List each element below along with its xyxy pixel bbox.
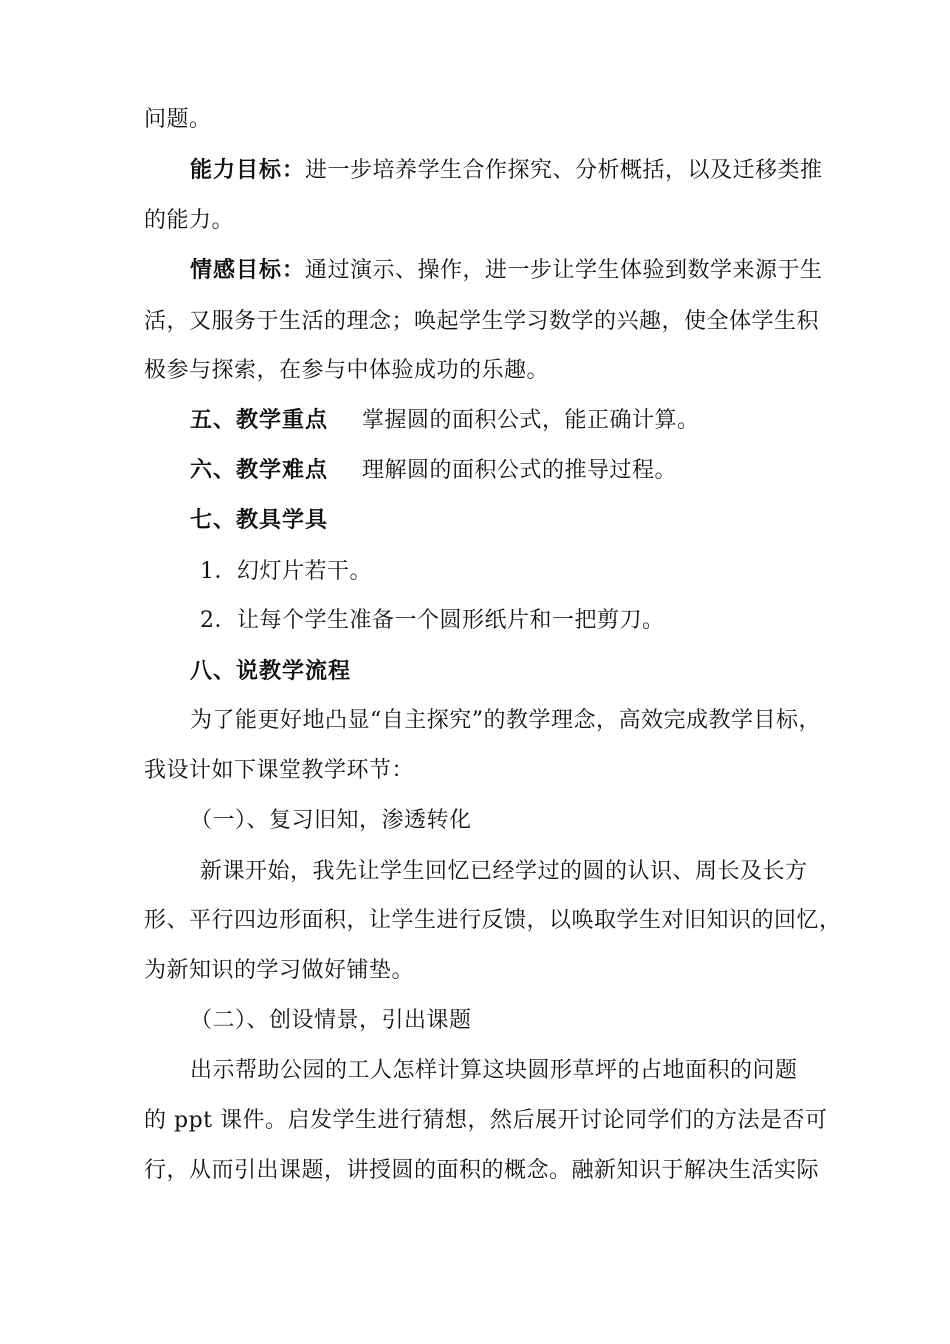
- paragraph-line: 极参与探索，在参与中体验成功的乐趣。: [144, 358, 550, 383]
- list-item: 2．让每个学生准备一个圆形纸片和一把剪刀。: [200, 608, 665, 633]
- section-heading: （一）、复习旧知，渗透转化: [190, 808, 472, 833]
- teaching-tools-heading: 七、教具学具: [190, 508, 329, 533]
- paragraph-line: 新课开始，我先让学生回忆已经学过的圆的认识、周长及长方: [200, 859, 808, 884]
- paragraph-line: 活，又服务于生活的理念；唤起学生学习数学的兴趣，使全体学生积: [144, 309, 820, 334]
- teaching-focus-heading: 五、教学重点: [190, 408, 329, 433]
- paragraph-line: 的能力。: [144, 208, 235, 233]
- ability-goal-line: [190, 154, 870, 188]
- teaching-focus-line: [190, 404, 870, 438]
- paragraph-line: 行，从而引出课题，讲授圆的面积的概念。融新知识于解决生活实际: [144, 1158, 820, 1183]
- teaching-difficulty-text: 理解圆的面积公式的推导过程。: [362, 458, 678, 483]
- list-item: 1．幻灯片若干。: [200, 559, 372, 584]
- emotion-goal-text: 通过演示、操作，进一步让学生体验到数学来源于生: [305, 258, 823, 283]
- ability-goal-text: 进一步培养学生合作探究、分析概括，以及迁移类推: [305, 158, 823, 183]
- teaching-focus-text: 掌握圆的面积公式，能正确计算。: [362, 408, 700, 433]
- paragraph-line: 我设计如下课堂教学环节：: [144, 758, 415, 783]
- section-heading: （二）、创设情景，引出课题: [190, 1008, 472, 1033]
- emotion-goal-label: 情感目标：: [190, 258, 306, 283]
- paragraph-line: 为了能更好地凸显“自主探究”的教学理念，高效完成教学目标，: [190, 708, 821, 733]
- paragraph-line: 的 ppt 课件。启发学生进行猜想，然后展开讨论同学们的方法是否可: [144, 1108, 828, 1133]
- paragraph-line: 出示帮助公园的工人怎样计算这块圆形草坪的占地面积的问题: [190, 1058, 798, 1083]
- emotion-goal-line: [190, 254, 870, 288]
- paragraph-line: 问题。: [144, 107, 212, 132]
- paragraph-line: 为新知识的学习做好铺垫。: [144, 958, 415, 983]
- teaching-difficulty-line: [190, 454, 870, 488]
- paragraph-line: 形、平行四边形面积，让学生进行反馈，以唤取学生对旧知识的回忆，: [144, 908, 842, 933]
- teaching-difficulty-heading: 六、教学难点: [190, 458, 329, 483]
- teaching-flow-heading: 八、说教学流程: [190, 659, 352, 684]
- ability-goal-label: 能力目标：: [190, 158, 306, 183]
